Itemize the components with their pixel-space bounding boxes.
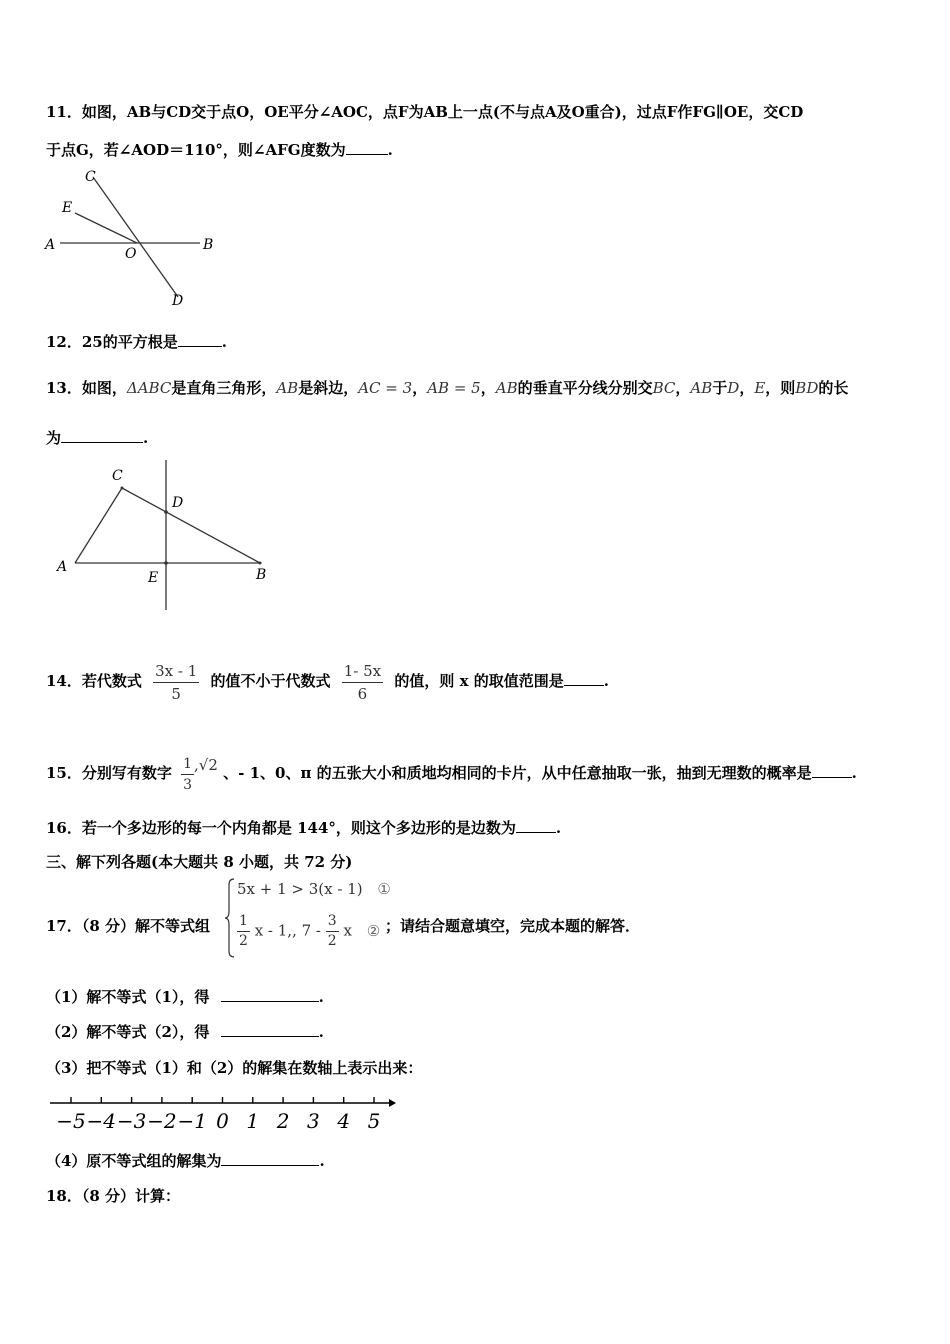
- label-b: B: [203, 237, 214, 253]
- label-d: D: [172, 293, 184, 309]
- q13-t6: 于: [712, 379, 728, 397]
- point-e: [164, 561, 168, 565]
- label-c: C: [85, 169, 96, 185]
- q17-part1-text: （1）解不等式（1），得: [46, 988, 210, 1006]
- segment-ac: [75, 488, 122, 563]
- q14-fraction-2: [342, 660, 383, 705]
- q13-t1: 是直角三角形，: [171, 379, 277, 397]
- q12-line: [46, 332, 227, 352]
- q13-m-e: E: [754, 379, 766, 397]
- q17-mark-2: ②: [366, 921, 381, 940]
- q11-line1: 11．如图，AB与CD交于点O，OE平分∠AOC，点F为AB上一点(不与点A及O重合)，过点F作FG∥OE，交CD: [46, 103, 804, 121]
- q17-ineq2-text-b: x: [343, 921, 352, 940]
- q14-answer-blank[interactable]: [564, 671, 604, 686]
- label-a: A: [57, 559, 68, 575]
- q17-part4-blank[interactable]: [221, 1151, 319, 1166]
- label-a: A: [45, 237, 56, 253]
- q13-figure: [50, 455, 280, 615]
- q13-m-ab2: AB: [495, 379, 518, 397]
- q14-line: [46, 646, 609, 716]
- q13-t9: 的长: [818, 379, 849, 397]
- q17-part4-end: .: [319, 1152, 325, 1170]
- q13-m-bc: BC: [652, 379, 676, 397]
- q14-f2-den: 6: [357, 684, 368, 703]
- q17-ineq2-frac-1: [237, 912, 250, 951]
- axis-tick-label: −2: [147, 1109, 177, 1133]
- q13-t4: 的垂直平分线分别交: [517, 379, 653, 397]
- q17-mark-1: ①: [377, 880, 391, 898]
- q14-fraction-1: [153, 660, 199, 705]
- axis-tick-label: −5: [56, 1109, 86, 1133]
- q16-line: [46, 818, 561, 838]
- axis-tick-label: 3: [307, 1109, 320, 1133]
- axis-tick-label: 2: [276, 1109, 290, 1133]
- q17-part2-blank[interactable]: [221, 1022, 319, 1037]
- q14-f2-num: 1- 5x: [342, 660, 383, 683]
- label-d: D: [172, 495, 184, 511]
- q13-m-abc: ΔABC: [126, 379, 172, 397]
- q17-part1-end: .: [318, 988, 324, 1006]
- q16-end: .: [555, 819, 562, 837]
- q17-ineq1-text: 5x + 1 > 3(x - 1): [237, 880, 363, 898]
- q15-fraction: [181, 754, 194, 795]
- q13-t7: ，: [739, 379, 755, 397]
- q13-line2: [46, 428, 148, 448]
- ray-oe: [75, 213, 137, 243]
- q15-f-num: 1: [181, 754, 194, 775]
- q17-ineq2-f1-num: 1: [237, 912, 250, 932]
- q12-text: 12．25的平方根是: [46, 333, 178, 351]
- q18-line: 18．（8 分）计算：: [46, 1187, 181, 1205]
- q17-part2-text: （2）解不等式（2），得: [46, 1023, 210, 1041]
- q17-intro: 17．（8 分）解不等式组: [46, 917, 211, 935]
- axis-tick-label: −3: [116, 1109, 147, 1133]
- q15-sqrt2: ,√2: [194, 756, 218, 774]
- q17-ineq2-frac-2: [326, 912, 339, 951]
- system-brace: [224, 877, 236, 959]
- q13-line1: [46, 378, 848, 398]
- q13-line2-text: 为: [46, 429, 62, 447]
- label-e: E: [148, 570, 159, 586]
- axis-tick-label: 0: [216, 1109, 229, 1133]
- q14-f1-den: 5: [171, 684, 181, 703]
- q13-comma: ，: [412, 379, 428, 397]
- q17-ineq2-text-a: x - 1,, 7 -: [254, 921, 326, 940]
- q15-text-b: 、- 1、0、π 的五张大小和质地均相同的卡片，从中任意抽取一张，抽到无理数的概率是: [223, 764, 812, 782]
- q13-t8: ，则: [765, 379, 796, 397]
- point-c: [121, 487, 124, 490]
- q17-part4-text: （4）原不等式组的解集为: [46, 1152, 222, 1170]
- q14-end: .: [603, 672, 609, 690]
- point-b: [259, 562, 262, 565]
- q11-line2-text: 于点G，若∠AOD＝110°，则∠AFG度数为: [46, 141, 346, 159]
- q14-text-a: 14．若代数式: [46, 672, 142, 690]
- q11-line2: [46, 140, 393, 160]
- q17-inequality-2: [237, 912, 380, 951]
- q17-ineq2-f2-den: 2: [327, 933, 337, 949]
- q13-m-ab5: AB = 5: [427, 379, 481, 397]
- label-b: B: [256, 567, 267, 583]
- segment-cb: [122, 488, 260, 563]
- q13-t3: ，: [480, 379, 496, 397]
- q11-answer-blank[interactable]: [346, 140, 388, 155]
- axis-tick-label: 5: [367, 1109, 381, 1133]
- q13-line2-end: .: [143, 429, 149, 447]
- axis-tick-label: −4: [86, 1109, 117, 1133]
- axis-tick-label: 4: [337, 1109, 351, 1133]
- q13-m-ac: AC = 3: [358, 379, 413, 397]
- q13-answer-blank[interactable]: [61, 428, 143, 443]
- q13-m-bd: BD: [795, 379, 819, 397]
- q15-f-den: 3: [183, 776, 193, 793]
- q16-answer-blank[interactable]: [516, 818, 556, 833]
- label-c: C: [112, 468, 123, 484]
- q17-part1-blank[interactable]: [221, 987, 319, 1002]
- q17-part4: [46, 1151, 325, 1171]
- q15-text-a: 15．分别写有数字: [46, 764, 172, 782]
- q14-text-c: 的值，则 x 的取值范围是: [394, 672, 564, 690]
- label-o: O: [125, 246, 137, 262]
- q15-line: [46, 730, 857, 808]
- line-cd: [93, 177, 178, 297]
- section-3-title: 三、解下列各题(本大题共 8 小题，共 72 分): [46, 853, 353, 871]
- q15-end: .: [851, 764, 857, 782]
- q14-f1-num: 3x - 1: [153, 660, 199, 683]
- q17-part1: [46, 987, 324, 1007]
- q12-answer-blank[interactable]: [178, 332, 222, 347]
- point-d: [164, 510, 168, 514]
- q13-t2: 是斜边，: [298, 379, 359, 397]
- q14-text-b: 的值不小于代数式: [210, 672, 331, 690]
- label-e: E: [62, 200, 73, 216]
- q13-num: 13．如图，: [46, 379, 127, 397]
- q16-text: 16．若一个多边形的每一个内角都是 144°，则这个多边形的是边数为: [46, 819, 516, 837]
- q17-instruction: ；请结合题意填空，完成本题的解答．: [385, 917, 641, 935]
- q13-m-d: D: [727, 379, 740, 397]
- q13-t5: ，: [675, 379, 691, 397]
- q17-inequality-1: [237, 880, 391, 898]
- q11-line2-end: .: [387, 141, 393, 159]
- number-line: [46, 1090, 406, 1135]
- axis-arrow: [389, 1099, 396, 1107]
- q15-answer-blank[interactable]: [812, 763, 852, 778]
- axis-tick-label: 1: [246, 1109, 260, 1133]
- q12-end: .: [221, 333, 227, 351]
- axis-tick-label: −1: [177, 1109, 207, 1133]
- q17-ineq2-f1-den: 2: [239, 933, 248, 949]
- q13-m-ab: AB: [276, 379, 299, 397]
- q17-part2-end: .: [318, 1023, 324, 1041]
- q17-part3: （3）把不等式（1）和（2）的解集在数轴上表示出来：: [46, 1059, 423, 1077]
- q13-m-ab3: AB: [690, 379, 713, 397]
- q17-ineq2-f2-num: 3: [326, 912, 339, 932]
- q11-figure: [40, 165, 240, 315]
- q17-part2: [46, 1022, 324, 1042]
